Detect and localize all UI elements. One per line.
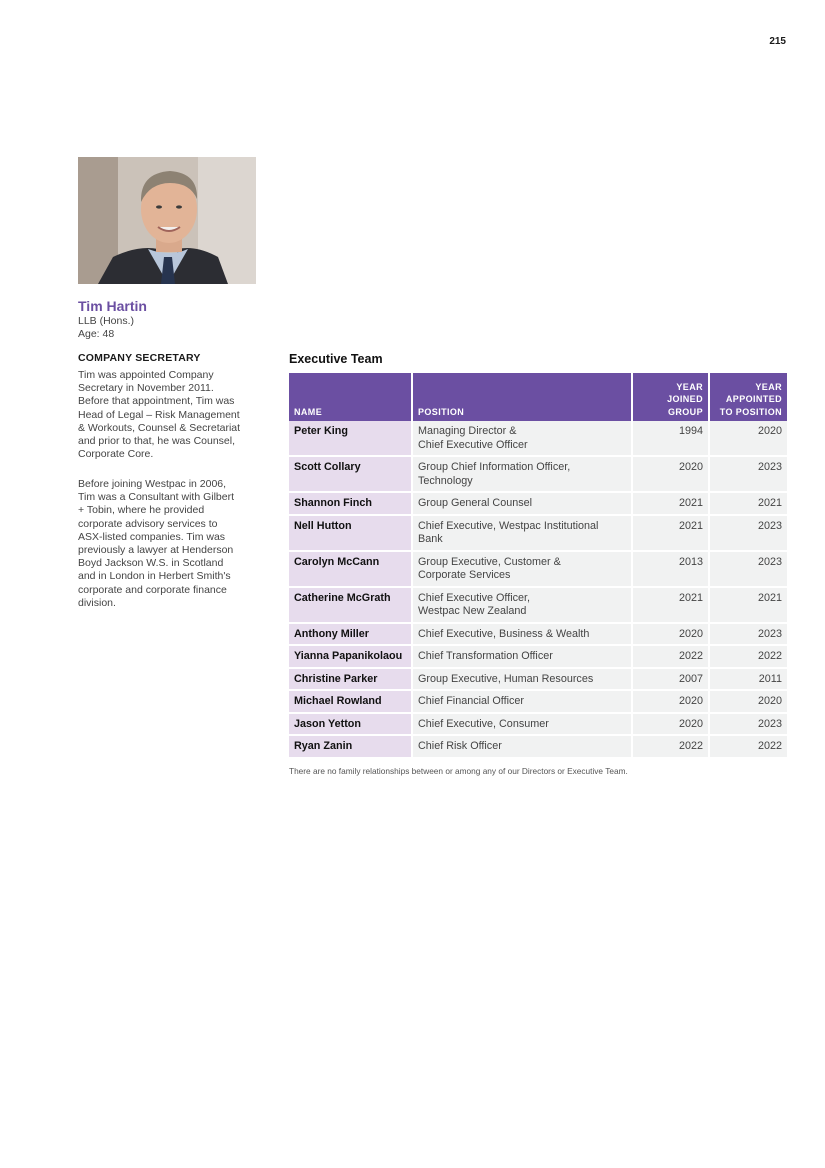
portrait-photo — [78, 157, 256, 284]
footnote: There are no family relationships between or among any of our Directors or Executive Team. — [289, 766, 628, 776]
year-joined-cell: 2007 — [632, 668, 709, 691]
person-qualification: LLB (Hons.) — [78, 315, 135, 327]
position-cell: Chief Executive, Westpac Institutional Bank — [412, 515, 632, 551]
table-row — [289, 713, 787, 736]
year-joined-cell: 2020 — [632, 623, 709, 646]
year-joined-cell: 2021 — [632, 492, 709, 515]
header-name: NAME — [289, 373, 412, 421]
position-cell: Group General Counsel — [412, 492, 632, 515]
position-cell: Chief Financial Officer — [412, 690, 632, 713]
year-appointed-cell: 2022 — [709, 645, 787, 668]
header-year-appointed: YEAR APPOINTED TO POSITION — [709, 373, 787, 421]
year-joined-cell: 1994 — [632, 421, 709, 456]
position-cell: Group Chief Information Officer, Technology — [412, 456, 632, 492]
table-header-row — [289, 373, 787, 421]
year-appointed-cell: 2023 — [709, 515, 787, 551]
table-row — [289, 492, 787, 515]
year-joined-cell: 2020 — [632, 690, 709, 713]
table-row — [289, 421, 787, 456]
page-number: 215 — [769, 36, 786, 47]
position-cell: Chief Transformation Officer — [412, 645, 632, 668]
year-appointed-cell: 2023 — [709, 623, 787, 646]
year-joined-cell: 2021 — [632, 587, 709, 623]
year-joined-cell: 2020 — [632, 713, 709, 736]
header-year-joined: YEAR JOINED GROUP — [632, 373, 709, 421]
position-cell: Chief Executive, Business & Wealth — [412, 623, 632, 646]
year-appointed-cell: 2023 — [709, 713, 787, 736]
exec-name-cell: Peter King — [289, 421, 412, 456]
person-age: Age: 48 — [78, 328, 115, 340]
exec-name-cell: Scott Collary — [289, 456, 412, 492]
exec-name-cell: Catherine McGrath — [289, 587, 412, 623]
header-position: POSITION — [412, 373, 632, 421]
year-appointed-cell: 2023 — [709, 551, 787, 587]
table-row — [289, 735, 787, 758]
year-appointed-cell: 2022 — [709, 735, 787, 758]
exec-name-cell: Nell Hutton — [289, 515, 412, 551]
table-row — [289, 551, 787, 587]
bio-paragraph: Before joining Westpac in 2006, Tim was a Consultant with Gilbert + Tobin, where he provided corporate advisory services to ASX-listed companies. Tim was previously a lawyer at Henderson Boyd Jackson W.S. in Scotland and in London in Herbert Smith's corporate and corporate finance division. — [78, 478, 234, 609]
year-joined-cell: 2022 — [632, 735, 709, 758]
year-joined-cell: 2013 — [632, 551, 709, 587]
position-cell: Managing Director & Chief Executive Officer — [412, 421, 632, 456]
year-appointed-cell: 2021 — [709, 587, 787, 623]
table-row — [289, 645, 787, 668]
position-cell: Chief Risk Officer — [412, 735, 632, 758]
person-name: Tim Hartin — [78, 298, 147, 314]
table-row — [289, 690, 787, 713]
year-appointed-cell: 2020 — [709, 421, 787, 456]
section-title: Executive Team — [289, 352, 383, 366]
year-appointed-cell: 2020 — [709, 690, 787, 713]
year-appointed-cell: 2023 — [709, 456, 787, 492]
year-appointed-cell: 2011 — [709, 668, 787, 691]
exec-name-cell: Carolyn McCann — [289, 551, 412, 587]
table-row — [289, 515, 787, 551]
exec-name-cell: Jason Yetton — [289, 713, 412, 736]
year-joined-cell: 2020 — [632, 456, 709, 492]
exec-name-cell: Ryan Zanin — [289, 735, 412, 758]
exec-name-cell: Shannon Finch — [289, 492, 412, 515]
table-row — [289, 587, 787, 623]
table-body — [289, 421, 787, 758]
role-heading: COMPANY SECRETARY — [78, 352, 201, 364]
executive-team-table — [289, 373, 787, 759]
position-cell: Chief Executive, Consumer — [412, 713, 632, 736]
year-joined-cell: 2022 — [632, 645, 709, 668]
table-row — [289, 668, 787, 691]
exec-name-cell: Michael Rowland — [289, 690, 412, 713]
year-joined-cell: 2021 — [632, 515, 709, 551]
position-cell: Chief Executive Officer, Westpac New Zealand — [412, 587, 632, 623]
position-cell: Group Executive, Human Resources — [412, 668, 632, 691]
table-row — [289, 623, 787, 646]
position-cell: Group Executive, Customer & Corporate Services — [412, 551, 632, 587]
bio-paragraph: Tim was appointed Company Secretary in November 2011. Before that appointment, Tim was Head of Legal – Risk Management & Workouts, Counsel & Secretariat and prior to that, he was Counsel, Corporate Core. — [78, 369, 241, 461]
exec-name-cell: Christine Parker — [289, 668, 412, 691]
year-appointed-cell: 2021 — [709, 492, 787, 515]
table-row — [289, 456, 787, 492]
exec-name-cell: Yianna Papanikolaou — [289, 645, 412, 668]
exec-name-cell: Anthony Miller — [289, 623, 412, 646]
